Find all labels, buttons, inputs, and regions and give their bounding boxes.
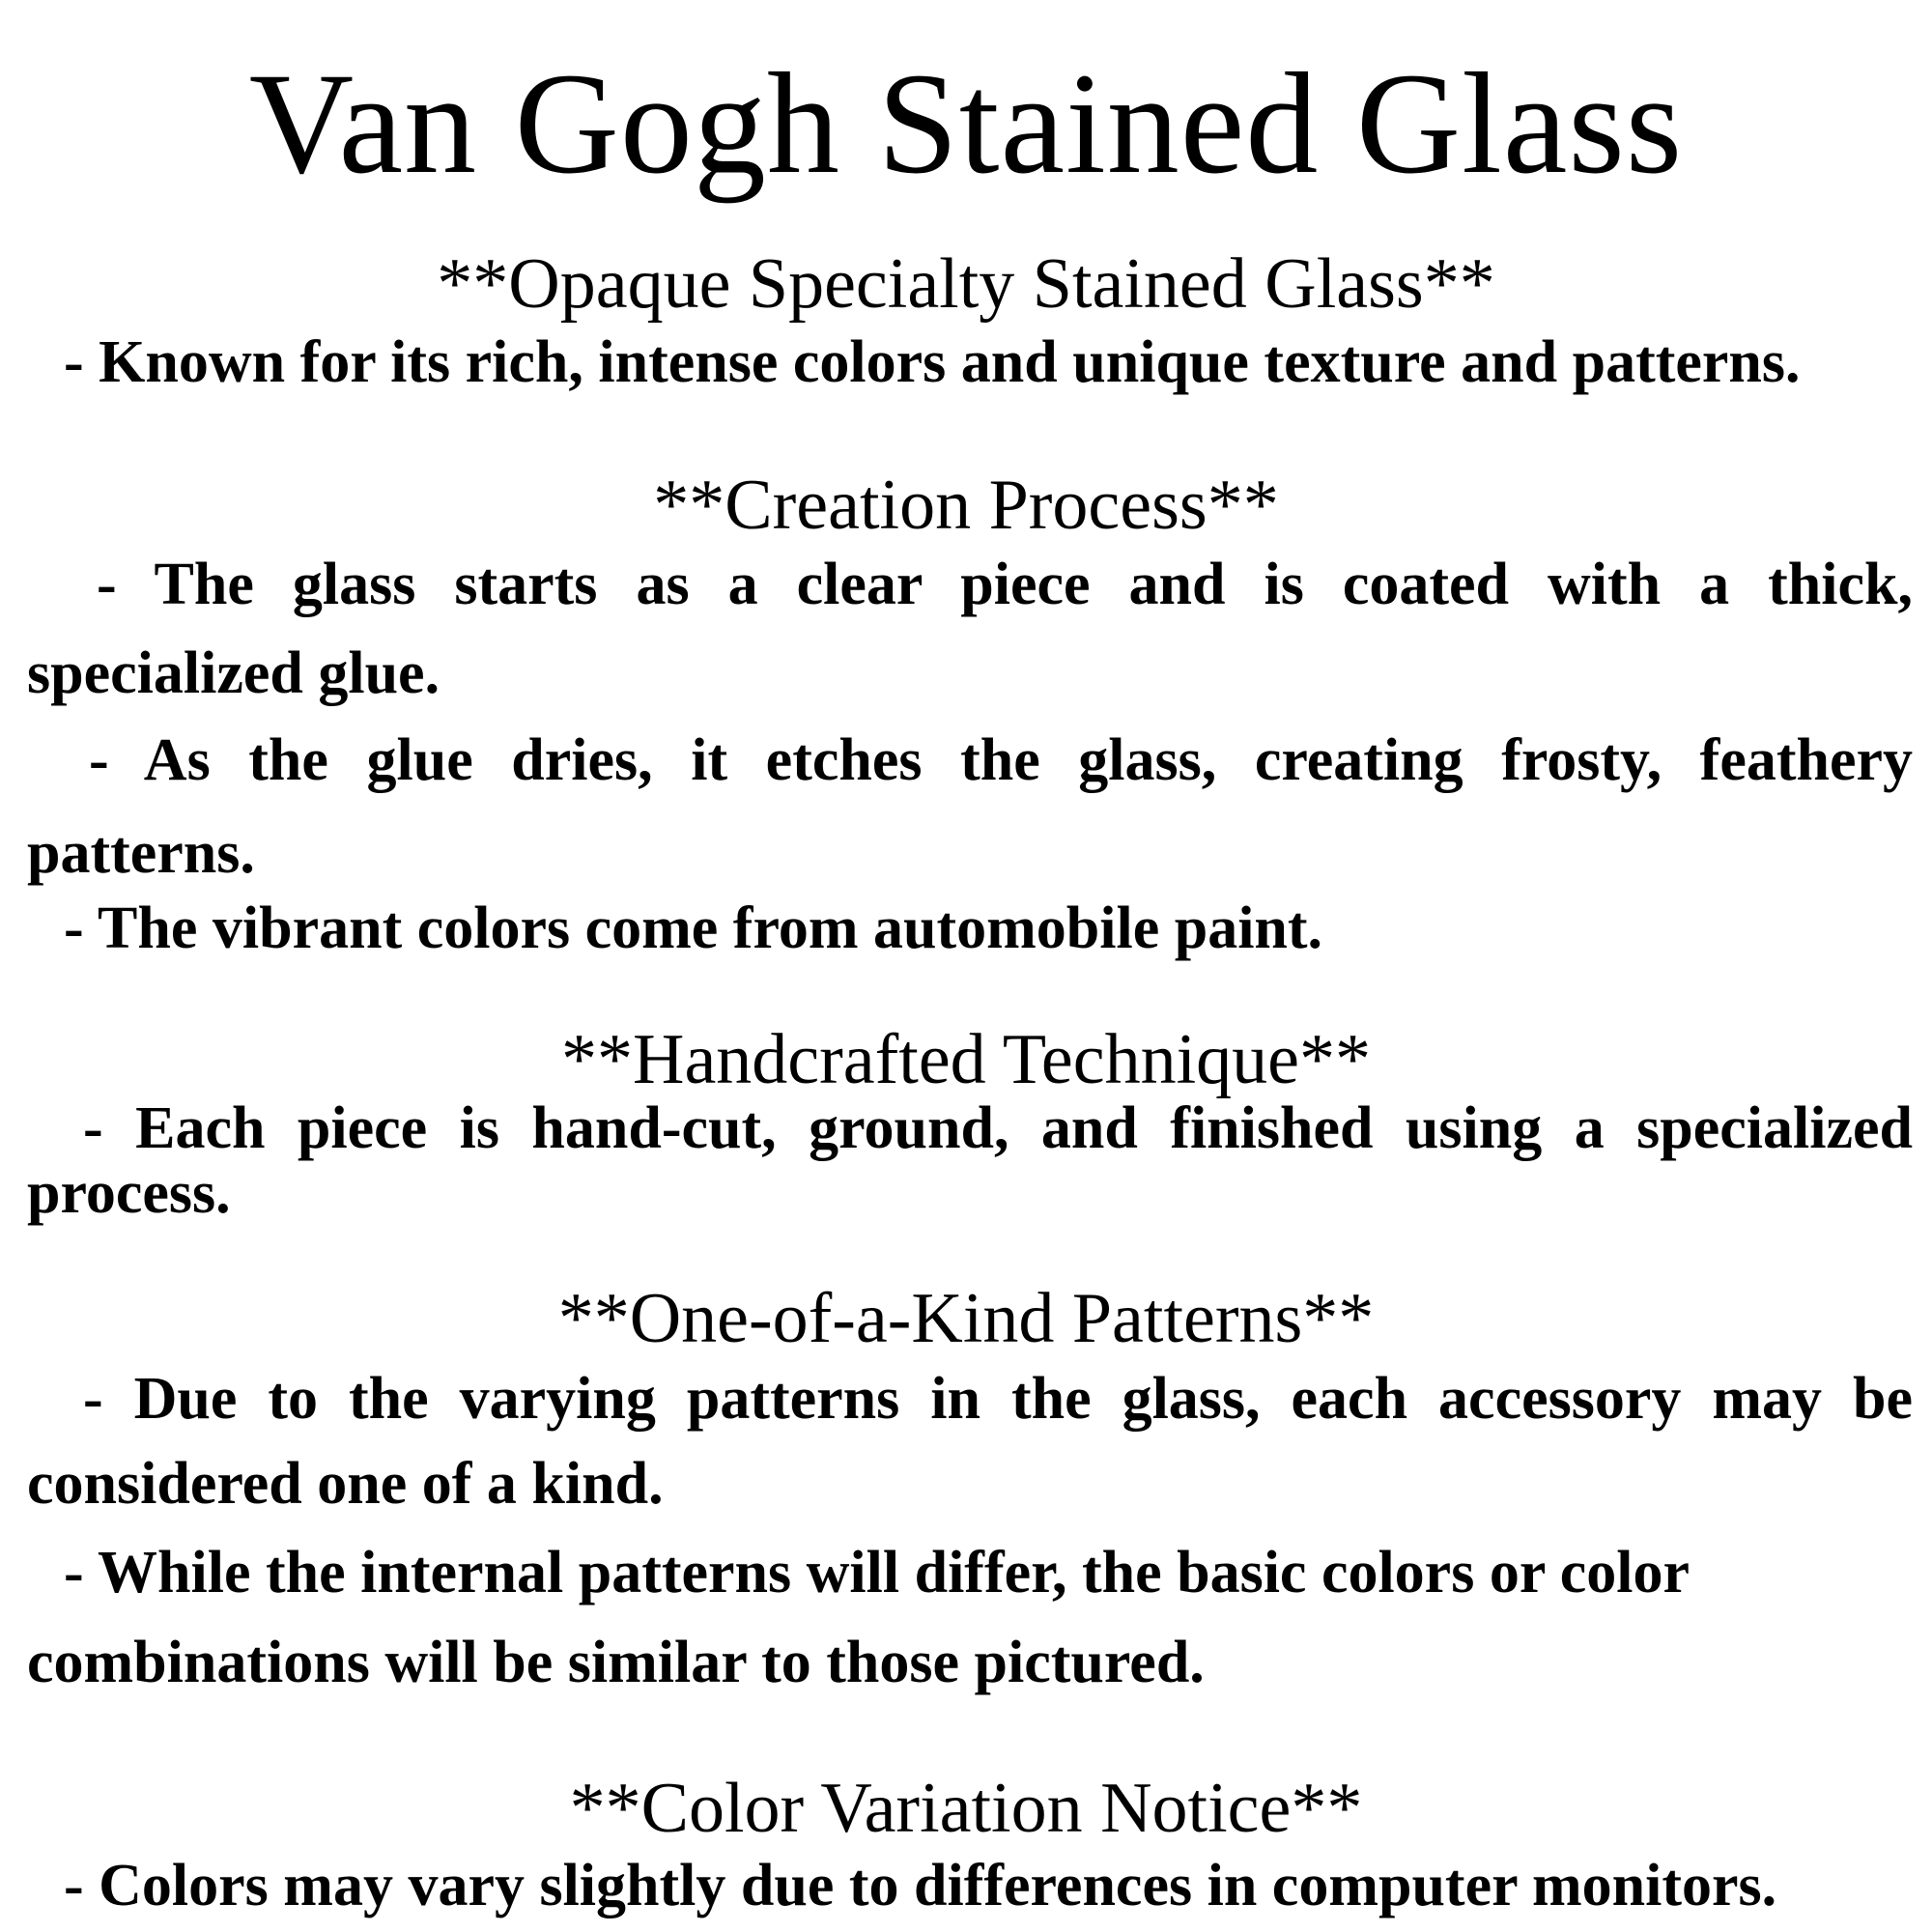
section-heading-creation: **Creation Process**: [653, 466, 1279, 545]
section-heading-handcrafted: **Handcrafted Technique**: [561, 1020, 1371, 1099]
section-line: - Colors may vary slightly due to differences in computer monitors.: [64, 1853, 1777, 1918]
section-line: - As the glue dries, it etches the glass, creating frosty, feathery: [89, 727, 1913, 793]
section-line: - While the internal patterns will differ, the basic colors or color: [64, 1540, 1690, 1605]
section-line: - The glass starts as a clear piece and is coated with a thick,: [97, 552, 1913, 617]
section-line: - Known for its rich, intense colors and unique texture and patterns.: [64, 329, 1801, 395]
section-heading-one-of-a-kind: **One-of-a-Kind Patterns**: [557, 1279, 1375, 1358]
section-line: - The vibrant colors come from automobile paint.: [64, 895, 1323, 961]
section-line: combinations will be similar to those pictured.: [27, 1630, 1205, 1695]
section-line: - Each piece is hand-cut, ground, and finished using a specialized: [83, 1095, 1913, 1161]
section-line: process.: [27, 1160, 231, 1226]
section-line: - Due to the varying patterns in the glass, each accessory may be: [83, 1366, 1913, 1432]
section-line: considered one of a kind.: [27, 1451, 664, 1517]
section-heading-opaque: **Opaque Specialty Stained Glass**: [437, 244, 1495, 324]
page-title: Van Gogh Stained Glass: [248, 43, 1684, 204]
section-heading-color-variation: **Color Variation Notice**: [569, 1769, 1363, 1848]
section-line: specialized glue.: [27, 640, 440, 706]
section-line: patterns.: [27, 820, 255, 886]
